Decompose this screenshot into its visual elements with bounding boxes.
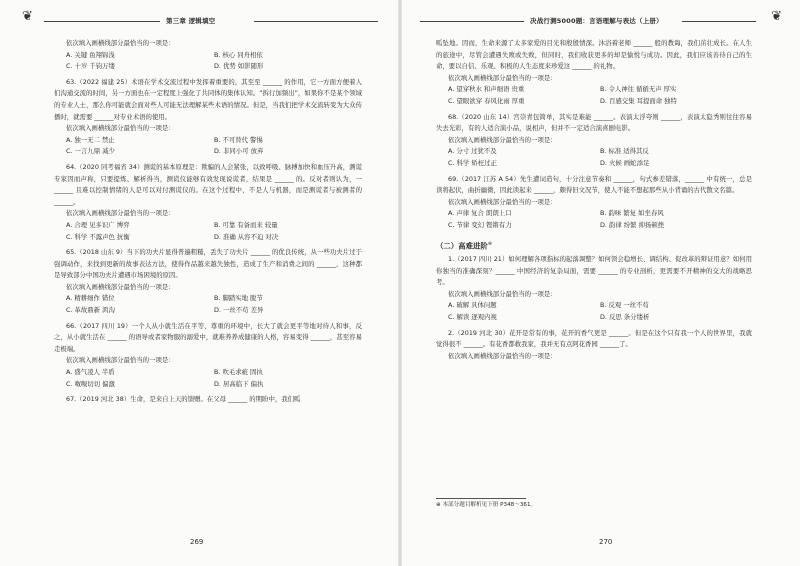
- answer-option: D. 非同小可 放弃: [214, 147, 264, 156]
- answer-option: D. 优势 如影随形: [214, 62, 264, 71]
- answer-option: C. 望眼欲穿 春风化雨 厚重: [448, 96, 525, 105]
- page-number: 270: [599, 538, 613, 546]
- right-page-header: [420, 14, 756, 28]
- answer-option: D. 居高临下 偏执: [214, 379, 264, 388]
- footnote-text: ⊕ 本部分题目解析见下册 P348～361。: [436, 502, 537, 508]
- answer-option: C. 节律 变幻 铿锵有力: [448, 220, 512, 229]
- footnote: [436, 498, 752, 510]
- answer-option: D. 韵律 纷繁 抑扬顿挫: [600, 220, 665, 229]
- answer-option: B. 脚踏实地 脱节: [214, 294, 263, 303]
- paragraph: 68.（2020 山东 14）宫崇青包简单，其实是难能 ______。表演太浮夸则 ______，表演太隐秀则往往容易失去光彩，有的人适合演小品，说相声，但并不一定适合演喜剧电影。: [436, 112, 752, 133]
- answer-options: [54, 367, 362, 390]
- chapter-title: 第三章 逻辑填空: [166, 17, 216, 25]
- answer-option: C. 科学 不露声色 抗衡: [66, 232, 130, 241]
- flourish-icon: ❦: [771, 9, 782, 24]
- answer-options: [436, 300, 752, 323]
- answer-options: [436, 208, 752, 231]
- answer-options: [54, 293, 362, 316]
- answer-option: C. 解读 逐观内视: [448, 312, 497, 321]
- answer-option: C. 革故鼎新 鸿沟: [66, 306, 115, 315]
- paragraph: 66.（2017 四川 19）一个人从小就生活在平等、尊重的环境中，长大了就会更平等地对待人和事，反之，从小就生活在 ______ 的语导或者家物服的溺爱中，就难养养成健康的人格，容易变得 ______，甚至容易走极端。: [54, 321, 362, 353]
- answer-option: D. 反思 条分缕析: [600, 312, 650, 321]
- answer-option: D. 火候 画蛇添足: [600, 158, 650, 167]
- answer-options: [54, 50, 362, 73]
- paragraph: 依次填入画横线部分最恰当的一项是：: [448, 289, 557, 298]
- paragraph: 依次填入画横线部分最恰当的一项是：: [448, 73, 557, 82]
- answer-option: B. 核心 同舟相依: [214, 50, 263, 59]
- answer-option: D. 百感交集 耳提面命 独特: [600, 96, 677, 105]
- answer-option: D. 准确 从容不迫 对决: [214, 232, 279, 241]
- answer-options: [54, 135, 362, 158]
- paragraph: 2.（2019 河北 30）花开是常有的事，花开的香气更是 ______。但是在这个只有我一个人的世界里，我就觉得很不 ______。有花香都救我家，我并无有点阿花香园 ______了。: [436, 328, 752, 349]
- answer-option: B. 可靠 有备而来 较量: [214, 220, 278, 229]
- header-rule: [44, 21, 160, 22]
- paragraph: 依次填入画横线部分最恰当的一项是：: [66, 356, 175, 365]
- answer-option: C. 科学 矫枉过正: [448, 158, 497, 167]
- answer-option: C. 呶呶切切 偏激: [66, 379, 115, 388]
- paragraph: 依次填入画横线部分最恰当的一项是：: [448, 197, 557, 206]
- answer-option: C. 十岁 千钧万缕: [66, 62, 115, 71]
- answer-option: D. 一丝不苟 差异: [214, 306, 264, 315]
- header-rule: [420, 21, 524, 22]
- left-page-header: [44, 14, 378, 28]
- answer-option: A. 分寸 过犹不及: [448, 147, 497, 156]
- paragraph: 1.（2017 四川 21）如何理解各项指标的起落调整？如何领会稳增长、调结构、促改革的辩证用意？如何用你独当的准确深刻？______ 中国经济的复杂局面，需要 ______ 的专业剖析，更需要不开精神的交大的战略思考。: [436, 254, 752, 287]
- answer-option: A. 独一无二 禁止: [66, 135, 115, 144]
- book-title: 决战行测5000题：言语理解与表达（上册）: [530, 17, 663, 25]
- answer-option: B. 不可替代 警惕: [214, 135, 263, 144]
- footnote-mark: ®: [487, 241, 493, 247]
- answer-option: B. 反观 一丝不苟: [600, 301, 649, 310]
- paragraph: 呱坠地。因而，生命来源了太多家爱的目光和殷殷情深。沐浴着老师 ______ 般的教诲，我们茁壮成长。在人生的旅途中，尽管会遭遇失败或失败，但同时，我们收获更多的却是愉悦与成功。因此，我们应该善待自己的生命，要以自信、乐观、积极的人生态度来珍爱这 ______ 的礼物。: [436, 39, 752, 71]
- paragraph: 67.（2019 河北 38）生命，是来自上天的馈赠。在父母 ______ 的期盼中，我们呱: [66, 395, 301, 404]
- answer-option: A. 关键 鱼翔锦浅: [66, 50, 115, 59]
- paragraph: 69.（2017 江苏 A 54）先生遭词造句，十分注意节奏和 ______，句式参差错落，______ 中有统一，总是读将起伏，曲折幽微，因此读起来 ______，颇得旧文况节，使人不能不想起那些从小背诵的古代散文名篇。: [436, 174, 752, 195]
- answer-options: [436, 84, 752, 107]
- page-number: 269: [190, 538, 204, 546]
- header-rule: [682, 21, 756, 22]
- answer-option: B. 吹毛求疵 固执: [214, 368, 263, 377]
- answer-options: [54, 220, 362, 243]
- paragraph: 65.（2018 山东 9）当下的功夫片显得普遍粗糙，丢失了功夫片 ______ 的优良传统，从一些功夫片过于强调动作，来找到更新的故事表达方法，使得作品越来越失独性，造成了生产和消费之间的 ______，这种都是导致部分中国功夫片遭遇市场困境的原因。: [54, 248, 362, 280]
- paragraph: 依次填入画横线部分最恰当的一项是：: [448, 351, 557, 360]
- paragraph: 依次填入画横线部分最恰当的一项是：: [66, 282, 175, 291]
- paragraph: 64.（2020 同考福省 34）测谎的基本原理是：欺骗的人会紧张，以致呼吸、脉搏加快和血压升高，测谎专家因而声称，只要提炼、解析得当，测谎仪能够有效发现说谎者，结果是 ______ 的。反对者则认为，一 ______ 且难以控制情绪的人是可以对付测谎仪的。在这个过程中，不是人与机器，而是测谎者与被测者的 ______。: [54, 162, 362, 206]
- answer-option: A. 声律 复合 朗朗上口: [448, 209, 512, 218]
- paragraph: 依次填入画横线部分最恰当的一项是：: [66, 124, 175, 133]
- answer-option: A. 合理 见多识广 博弈: [66, 220, 130, 229]
- answer-option: B. 令人神往 循循无声 厚实: [600, 85, 677, 94]
- paragraph: 63.（2022 福建 25）术语在学术交流过程中发挥着重要的，其至至 ______ 的作用，它一方面方便着人们沟通交流的时间，另一方面也在一定程度上强化了共同体的集体认知。“拆行加频出”，如果你不是某个领域的专业人士，那么你可能就会面对些人可能无法理解某些术语的情况。但是，当我们把学术交流转变为大众传播时，就需要 ______对专业术语的使用。: [54, 77, 362, 121]
- answer-option: B. 韵味 繁复 如坐春风: [600, 209, 664, 218]
- left-page-body: [54, 38, 362, 406]
- paragraph: 依次填入画横线部分最恰当的一项是：: [66, 209, 175, 218]
- paragraph: 依次填入画横线部分最恰当的一项是：: [448, 135, 557, 144]
- answer-option: C. 一言九鼎 减少: [66, 147, 115, 156]
- flourish-icon: ❦: [22, 9, 33, 24]
- answer-option: A. 盛气凌人 半盾: [66, 368, 115, 377]
- left-page: [0, 0, 398, 566]
- answer-option: A. 破解 具体问题: [448, 301, 497, 310]
- right-page: [402, 0, 800, 566]
- paragraph: 依次填入画横线部分最恰当的一项是：: [66, 39, 175, 47]
- answer-option: A. 望穿秋水 和声细语 贵重: [448, 85, 525, 94]
- header-rule: [254, 21, 378, 22]
- answer-option: A. 精耕细作 错位: [66, 294, 115, 303]
- answer-options: [436, 146, 752, 169]
- right-page-body: [436, 38, 752, 362]
- answer-option: B. 标准 适得其反: [600, 147, 649, 156]
- section-title: [436, 239, 752, 252]
- footnote-rule: [436, 498, 526, 499]
- section-title-text: （二）高难进阶: [436, 240, 488, 250]
